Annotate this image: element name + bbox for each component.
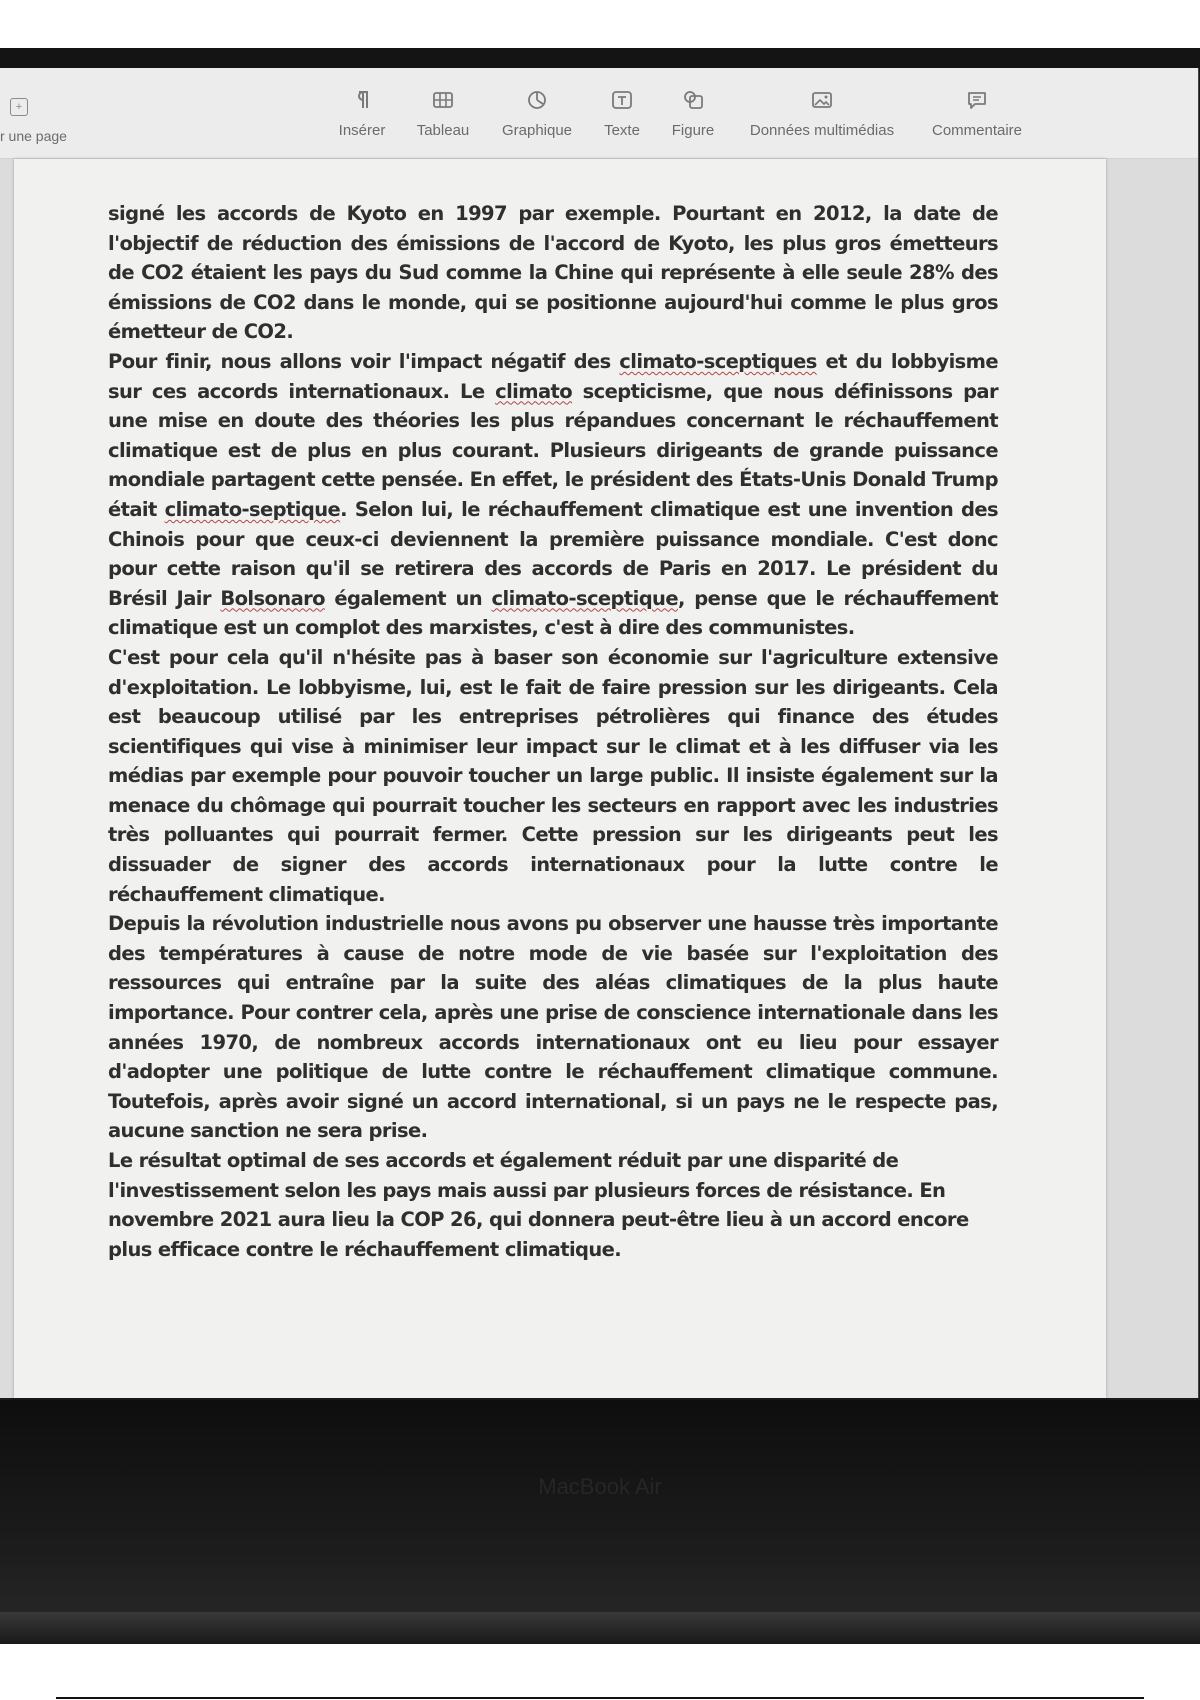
paragraph-2 [108,347,998,643]
media-label: Données multimédias [749,122,895,139]
text-label: Texte [604,122,640,139]
text-run: et du lobbyisme sur ces accords internationaux. Le [108,349,999,403]
media-icon [810,88,834,112]
comment-button[interactable] [922,88,1032,139]
text-run: . Selon lui, le réchauffement climatique est une invention des Chinois pour que ceux-ci deviennent la première puissance mondiale. C'est donc pour cette raison qu'il se retirera des accords de Paris en 2017. Le président du Brésil Jair [108,497,998,610]
pages-app-window [0,68,1199,1398]
divider [56,1697,1144,1699]
misspelled-word[interactable]: Bolsonaro [220,586,325,610]
paragraph-1-text: signé les accords de Kyoto en 1997 par exemple. Pourtant en 2012, la date de l'objectif de réduction des émissions de l'accord de Kyoto, les plus gros émetteurs de CO2 étaient les pays du Sud comme la Chine qui représente à elle seule 28% des émissions de CO2 dans le monde, qui se positionne aujourd'hui comme le plus gros émetteur de CO2. [108,202,998,344]
chart-icon [525,88,549,112]
shape-label: Figure [671,122,715,139]
paragraph-4: Depuis la révolution industrielle nous avons pu observer une hausse très importante des températures à cause de notre mode de vie basée sur l'exploitation des ressources qui entraîne par la suite des aléas climatiques de la plus haute importance. Pour contrer cela, après une prise de conscience internationale dans les années 1970, de nombreux accords internationaux ont eu lieu pour essayer d'adopter une politique de lutte contre le réchauffement climatique commune. Toutefois, après avoir signé un accord international, si un pays ne le respecte pas, aucune sanction ne sera prise. [108,912,998,1143]
paragraph-5: Le résultat optimal de ses accords et également réduit par une disparité de l'investissement selon les pays mais aussi par plusieurs forces de résistance. En novembre 2021 aura lieu la COP 26, qui donnera peut-être lieu à un accord encore plus efficace contre le réchauffement climatique. [108,1149,969,1261]
add-page-label: r une page [0,128,67,144]
document-body[interactable] [108,199,998,1264]
bezel-brand-label: MacBook Air [538,1474,662,1499]
table-label: Tableau [416,122,470,139]
text-run: Pour finir, nous allons voir l'impact négatif des [108,349,620,373]
text-button[interactable] [596,88,648,139]
table-button[interactable] [408,88,478,139]
insert-button[interactable] [330,88,394,139]
screen-bezel-bottom [0,1400,1200,1644]
add-page-icon: + [10,98,28,116]
media-button[interactable] [738,88,906,139]
misspelled-word[interactable]: climato-septique [164,497,341,521]
chart-label: Graphique [501,122,573,139]
text-run: , pense que le réchauffement climatique est un complot des marxistes, c'est à dire des communistes. [108,586,999,640]
text-run: scepticisme, que nous définissons par une mise en doute des théories les plus répandues concernant le réchauffement climatique est de plus en plus courant. Plusieurs dirigeants de grande puissance mondiale partagent cette pensée. En effet, le président des États-Unis Donald Trump était [108,379,999,521]
comment-label: Commentaire [931,122,1023,139]
misspelled-word[interactable]: climato-sceptique [491,586,678,610]
shape-icon [681,88,705,112]
text-box-icon [610,88,634,112]
shape-button[interactable] [664,88,722,139]
table-icon [431,88,455,112]
laptop-hinge [0,1612,1200,1644]
document-canvas [0,159,1198,1398]
misspelled-word[interactable]: climato-sceptiques [619,349,817,373]
toolbar [0,68,1198,159]
text-run: également un [324,586,492,610]
misspelled-word[interactable]: climato [495,379,573,403]
insert-label: Insérer [338,122,386,139]
paragraph-3: C'est pour cela qu'il n'hésite pas à baser son économie sur l'agriculture extensive d'exploitation. Le lobbyisme, lui, est le fait de faire pression sur les dirigeants. Cela est beaucoup utilisé par les entreprises pétrolières qui finance des études scientifiques qui vise à minimiser leur impact sur le climat et à les diffuser via les médias par exemple pour pouvoir toucher un large public. Il insiste également sur la menace du chômage qui pourrait toucher les secteurs en rapport avec les industries très polluantes qui pourrait fermer. Cette pression sur les dirigeants peut les dissuader de signer des accords internationaux pour la lutte contre le réchauffement climatique. [108,645,998,906]
laptop-screen [0,48,1200,1644]
pilcrow-icon [350,88,374,112]
chart-button[interactable] [494,88,580,139]
paragraph-1 [108,199,998,347]
comment-icon [965,88,989,112]
document-page[interactable] [14,159,1106,1398]
